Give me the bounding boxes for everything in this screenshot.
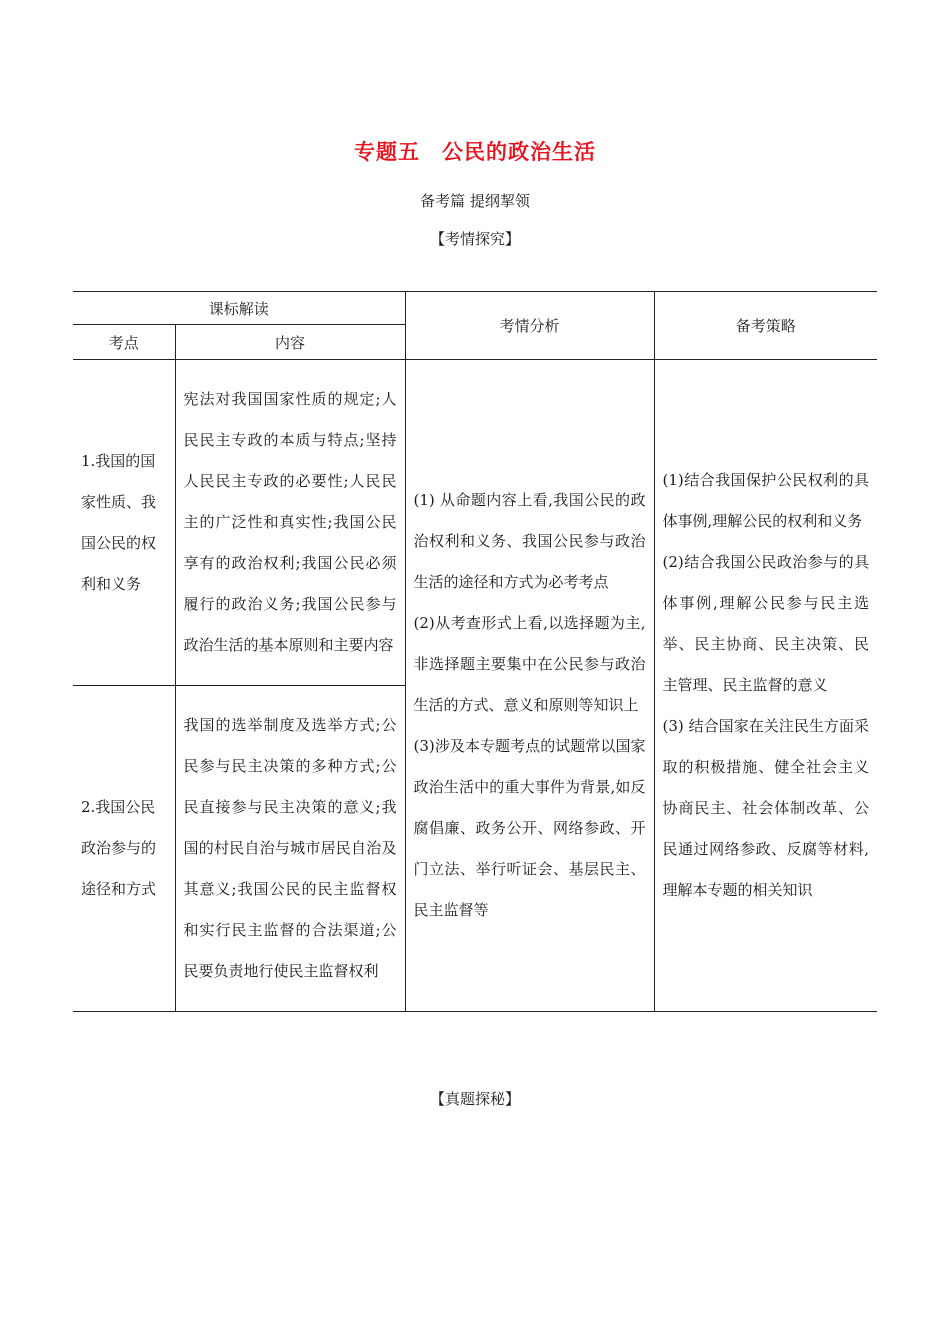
strategy-point-1: (1)结合我国保护公民权利的具体事例,理解公民的权利和义务 <box>662 471 870 530</box>
table-row-1-neirong: 宪法对我国国家性质的规定;人民民主专政的本质与特点;坚持人民民主专政的必要性;人民民主的广泛性和真实性;我国公民享有的政治权利;我国公民必须履行的政治义务;我国公民参与政治生活的基本原则和主要内容 <box>175 360 405 686</box>
strategy-point-3: (3) 结合国家在关注民生方面采取的积极措施、健全社会主义协商民主、社会体制改革、公民通过网络参政、反腐等材料,理解本专题的相关知识 <box>662 717 870 899</box>
strategy-point-2: (2)结合我国公民政治参与的具体事例,理解公民参与民主选举、民主协商、民主决策、民主管理、民主监督的意义 <box>662 553 870 694</box>
header-kebiao: 课标解读 <box>73 292 405 325</box>
header-kaoqing: 考情分析 <box>405 292 654 360</box>
section-heading-real-questions: 【真题探秘】 <box>429 1090 520 1108</box>
strategy-cell <box>654 360 877 1012</box>
analysis-cell <box>405 360 654 1012</box>
analysis-point-1: (1) 从命题内容上看,我国公民的政治权利和义务、我国公民参与政治生活的途径和方式为必考考点 <box>413 491 646 591</box>
table-row-1-kaodian: 1.我国的国家性质、我国公民的权利和义务 <box>73 360 175 686</box>
analysis-point-2: (2)从考查形式上看,以选择题为主,非选择题主要集中在公民参与政治生活的方式、意义和原则等知识上 <box>413 614 646 714</box>
header-neirong: 内容 <box>175 325 405 360</box>
table-row-2-neirong: 我国的选举制度及选举方式;公民参与民主决策的多种方式;公民直接参与民主决策的意义;我国的村民自治与城市居民自治及其意义;我国公民的民主监督权和实行民主监督的合法渠道;公民要负责地行使民主监督权利 <box>175 686 405 1012</box>
exam-overview-table <box>73 291 877 1012</box>
page-title: 专题五 公民的政治生活 <box>354 140 596 164</box>
section-heading-exam-analysis: 【考情探究】 <box>429 230 520 248</box>
table-row-2-kaodian: 2.我国公民政治参与的途径和方式 <box>73 686 175 1012</box>
analysis-point-3: (3)涉及本专题考点的试题常以国家政治生活中的重大事件为背景,如反腐倡廉、政务公开、网络参政、开门立法、举行听证会、基层民主、民主监督等 <box>413 737 646 919</box>
header-kaodian: 考点 <box>73 325 175 360</box>
page-subtitle: 备考篇 提纲挈领 <box>420 192 530 210</box>
header-beikao: 备考策略 <box>654 292 877 360</box>
